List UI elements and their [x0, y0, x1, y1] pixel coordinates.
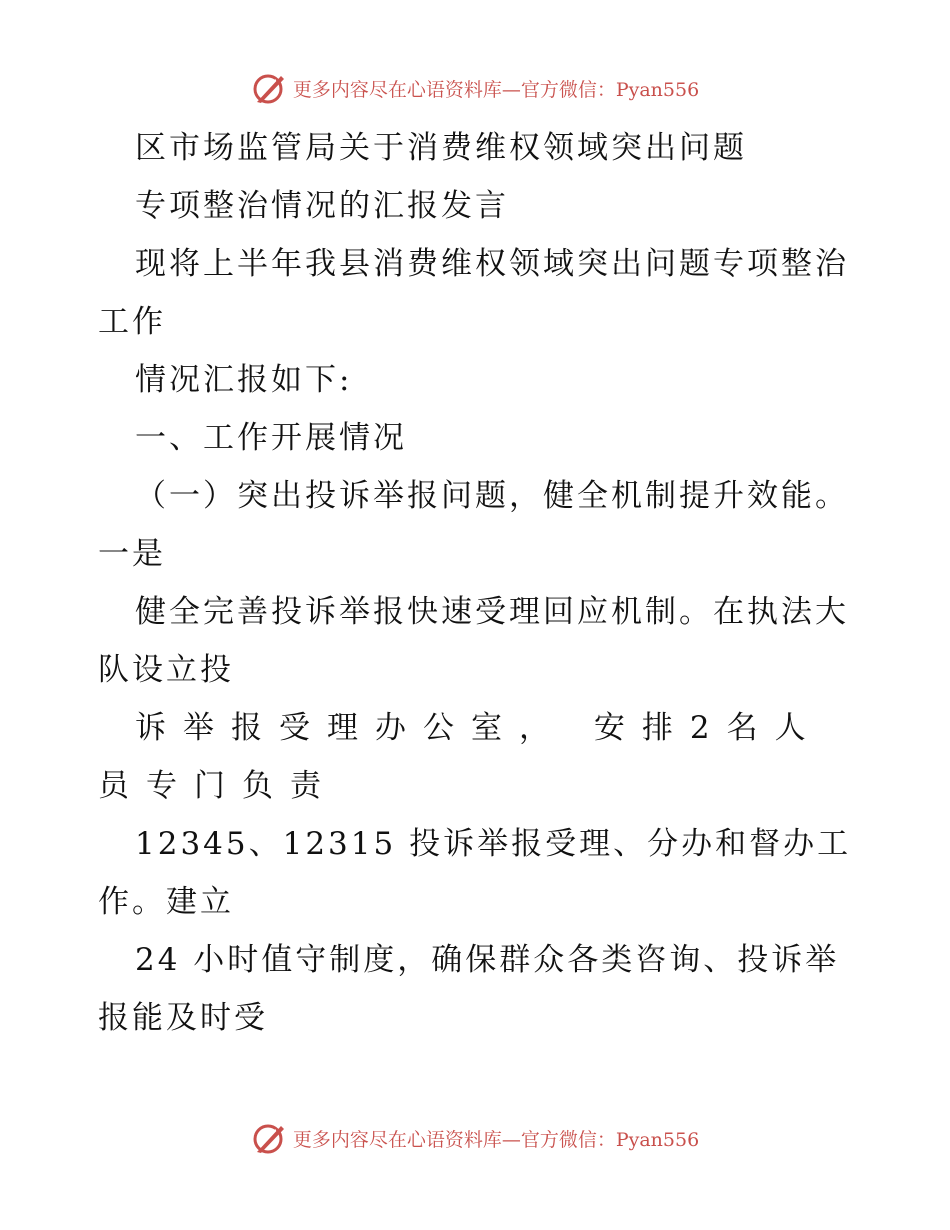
paragraph-line: 健全完善投诉举报快速受理回应机制。在执法大: [135, 594, 849, 630]
paragraph-line: 作。建立: [98, 884, 234, 920]
paragraph-line: 情况汇报如下:: [135, 362, 353, 398]
watermark-text: 更多内容尽在心语资料库—官方微信：Pyan556: [292, 1128, 700, 1151]
paragraph-line: 队设立投: [98, 652, 234, 688]
paragraph-line: 现将上半年我县消费维权领域突出问题专项整治: [135, 246, 849, 282]
paragraph-line: 24 小时值守制度，确保群众各类咨询、投诉举: [135, 942, 840, 978]
paragraph-line: 12345、12315 投诉举报受理、分办和督办工: [135, 826, 852, 862]
paragraph-line: 报能及时受: [98, 1000, 268, 1036]
quill-logo-icon: [251, 1120, 287, 1156]
watermark-text: 更多内容尽在心语资料库—官方微信：Pyan556: [292, 78, 700, 101]
footer-watermark: [0, 1120, 950, 1156]
quill-logo-icon: [251, 70, 287, 106]
doc-title-line-1: 区市场监管局关于消费维权领域突出问题: [135, 130, 747, 166]
section-heading: 一、工作开展情况: [135, 420, 407, 456]
subsection-heading: （一）突出投诉举报问题，健全机制提升效能。: [135, 478, 849, 514]
paragraph-line: 员专门负责: [98, 768, 338, 804]
paragraph-line: 诉举报受理办公室， 安排2名人: [135, 710, 823, 746]
header-watermark: [0, 70, 950, 106]
paragraph-line: 工作: [98, 304, 166, 340]
doc-title-line-2: 专项整治情况的汇报发言: [135, 188, 509, 224]
paragraph-line: 一是: [98, 536, 166, 572]
